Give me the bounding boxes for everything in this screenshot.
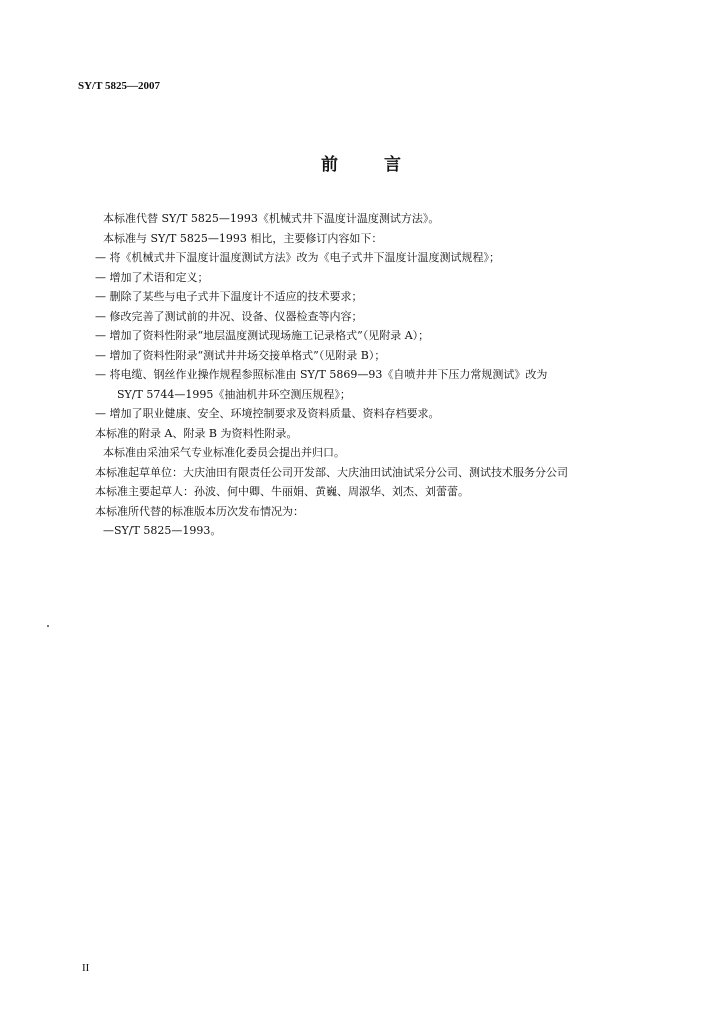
list-item: — 增加了职业健康、安全、环境控制要求及资料质量、资料存档要求。 [95,407,440,420]
paragraph: 本标准主要起草人：孙波、何中卿、牛丽娟、黄巍、周淑华、刘杰、刘蕾蕾。 [95,485,469,498]
standard-code-header: SY/T 5825—2007 [78,80,161,92]
paragraph: 本标准与 SY/T 5825—1993 相比，主要修订内容如下： [103,231,383,245]
list-item: — 增加了术语和定义； [95,270,209,284]
list-item: — 修改完善了测试前的井况、设备、仪器检查等内容； [95,309,363,323]
list-item: — 删除了某些与电子式井下温度计不适应的技术要求； [95,290,363,303]
title-char-1: 前 [321,155,341,175]
list-item: — 将《机械式井下温度计温度测试方法》改为《电子式井下温度计温度测试规程》； [95,251,500,264]
foreword-body [95,209,663,541]
paragraph: 本标准所代替的标准版本历次发布情况为： [95,504,304,518]
list-item: —SY/T 5825—1993。 [103,524,222,537]
scan-speck [47,625,49,627]
list-item: — 增加了资料性附录“测试井井场交接单格式”（见附录 B）； [95,348,386,362]
title-char-2: 言 [383,155,403,175]
list-item-continuation: SY/T 5744—1995《抽油机井环空测压规程》； [117,387,351,401]
page-number: II [82,962,90,974]
paragraph: 本标准的附录 A、附录 B 为资料性附录。 [95,426,298,440]
paragraph: 本标准起草单位：大庆油田有限责任公司开发部、大庆油田试油试采分公司、测试技术服务分公司 [95,465,568,479]
list-item: — 将电缆、钢丝作业操作规程参照标准由 SY/T 5869—93《自喷井井下压力常规测试》改为 [95,368,548,381]
paragraph: 本标准代替 SY/T 5825—1993《机械式井下温度计温度测试方法》。 [103,212,440,225]
paragraph: 本标准由采油采气专业标准化委员会提出并归口。 [103,446,345,459]
page-title [0,150,724,175]
list-item: — 增加了资料性附录“地层温度测试现场施工记录格式”（见附录 A）； [95,329,430,342]
